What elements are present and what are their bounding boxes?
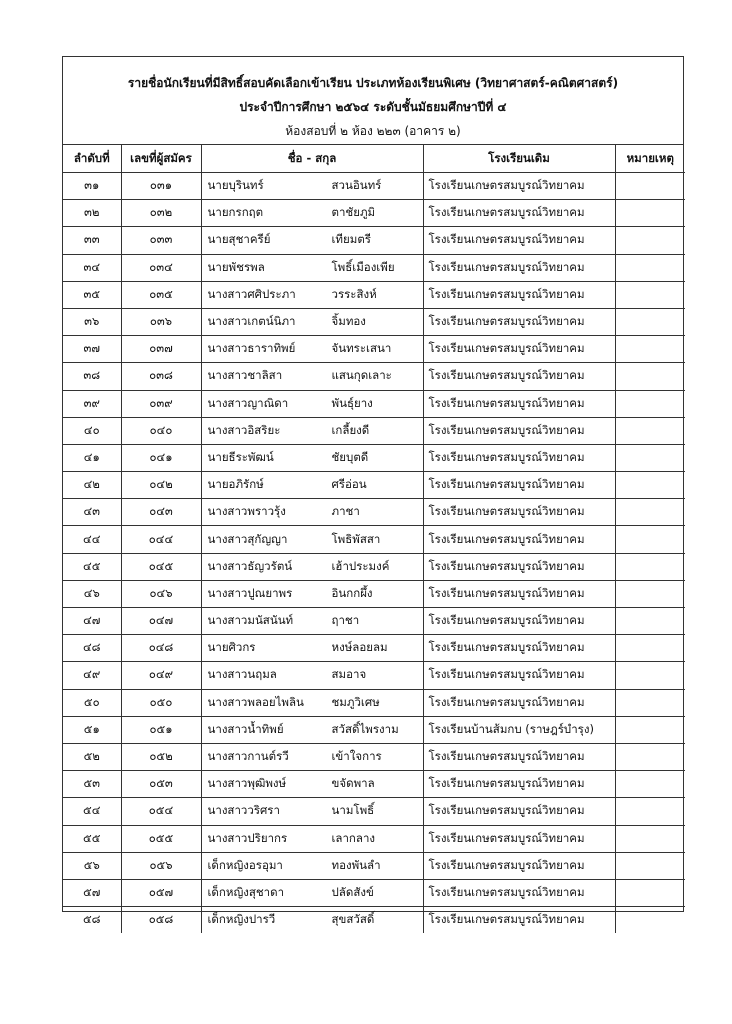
row-last-name: เลากลาง (331, 830, 376, 845)
row-order: ๔๗ (63, 608, 121, 635)
table-row (63, 825, 685, 852)
row-previous-school: โรงเรียนเกษตรสมบูรณ์วิทยาคม (423, 798, 615, 825)
row-full-name (201, 879, 423, 906)
table-row (63, 771, 685, 798)
row-first-name: นายสุชาครีย์ (207, 232, 271, 247)
row-full-name (201, 281, 423, 308)
row-order: ๔๔ (63, 526, 121, 553)
row-full-name (201, 743, 423, 770)
row-applicant-id: ๐๓๔ (121, 254, 201, 281)
row-last-name: ภาชา (331, 504, 360, 519)
row-remark (615, 281, 685, 308)
document-header (63, 57, 683, 145)
row-previous-school: โรงเรียนเกษตรสมบูรณ์วิทยาคม (423, 852, 615, 879)
row-applicant-id: ๐๔๑ (121, 444, 201, 471)
row-applicant-id: ๐๕๕ (121, 825, 201, 852)
row-first-name: นางสาวญาณิดา (207, 395, 289, 410)
table-row (63, 200, 685, 227)
row-applicant-id: ๐๕๘ (121, 907, 201, 934)
row-remark (615, 852, 685, 879)
row-order: ๓๘ (63, 363, 121, 390)
row-applicant-id: ๐๓๓ (121, 227, 201, 254)
row-remark (615, 662, 685, 689)
row-remark (615, 254, 685, 281)
row-order: ๓๕ (63, 281, 121, 308)
table-row (63, 608, 685, 635)
row-applicant-id: ๐๔๔ (121, 526, 201, 553)
row-order: ๔๐ (63, 417, 121, 444)
row-full-name (201, 716, 423, 743)
row-previous-school: โรงเรียนเกษตรสมบูรณ์วิทยาคม (423, 907, 615, 934)
row-order: ๕๕ (63, 825, 121, 852)
row-applicant-id: ๐๔๖ (121, 580, 201, 607)
row-order: ๕๔ (63, 798, 121, 825)
row-full-name (201, 798, 423, 825)
row-previous-school: โรงเรียนบ้านส้มกบ (ราษฎร์บำรุง) (423, 716, 615, 743)
row-last-name: จันทระเสนา (331, 341, 392, 356)
row-full-name (201, 390, 423, 417)
row-order: ๕๘ (63, 907, 121, 934)
row-applicant-id: ๐๕๗ (121, 879, 201, 906)
row-remark (615, 798, 685, 825)
table-row (63, 281, 685, 308)
row-remark (615, 173, 685, 200)
row-applicant-id: ๐๔๗ (121, 608, 201, 635)
column-header-school: โรงเรียนเดิม (423, 145, 615, 173)
row-order: ๔๑ (63, 444, 121, 471)
row-previous-school: โรงเรียนเกษตรสมบูรณ์วิทยาคม (423, 580, 615, 607)
table-row (63, 390, 685, 417)
row-full-name (201, 417, 423, 444)
row-first-name: นางสาวศศิประภา (207, 286, 296, 301)
row-remark (615, 444, 685, 471)
row-full-name (201, 553, 423, 580)
row-first-name: นางสาวปริยากร (207, 830, 288, 845)
row-last-name: ชมภูวิเศษ (331, 694, 380, 709)
column-header-name: ชื่อ - สกุล (201, 145, 423, 173)
row-full-name (201, 526, 423, 553)
row-order: ๓๖ (63, 308, 121, 335)
row-first-name: นายพัชรพล (207, 259, 265, 274)
row-applicant-id: ๐๓๒ (121, 200, 201, 227)
row-first-name: นางสาวสุกัญญา (207, 531, 288, 546)
table-row (63, 336, 685, 363)
row-previous-school: โรงเรียนเกษตรสมบูรณ์วิทยาคม (423, 336, 615, 363)
row-last-name: เกลี้ยงดี (331, 422, 370, 437)
row-order: ๓๗ (63, 336, 121, 363)
row-last-name: นามโพธิ์ (331, 803, 375, 818)
column-header-applicant-id: เลขที่ผู้สมัคร (121, 145, 201, 173)
table-row (63, 553, 685, 580)
table-row (63, 743, 685, 770)
row-last-name: ปลัดสังข์ (331, 884, 374, 899)
row-first-name: เด็กหญิงสุชาดา (207, 884, 285, 899)
row-applicant-id: ๐๔๓ (121, 499, 201, 526)
row-last-name: จิ้มทอง (331, 314, 366, 329)
row-applicant-id: ๐๔๙ (121, 662, 201, 689)
row-previous-school: โรงเรียนเกษตรสมบูรณ์วิทยาคม (423, 771, 615, 798)
row-first-name: นางสาวเกตน์นิภา (207, 314, 296, 329)
row-full-name (201, 227, 423, 254)
row-first-name: นางสาวพุฒิพงษ์ (207, 776, 287, 791)
row-first-name: นายธีระพัฒน์ (207, 449, 274, 464)
row-order: ๕๐ (63, 689, 121, 716)
exam-room-info: ห้องสอบที่ ๒ ห้อง ๒๒๓ (อาคาร ๒) (285, 124, 461, 138)
row-first-name: นางสาวชาลิสา (207, 368, 283, 383)
row-first-name: นายบุรินทร์ (207, 178, 264, 193)
document-title: รายชื่อนักเรียนที่มีสิทธิ์สอบคัดเลือกเข้าเรียน ประเภทห้องเรียนพิเศษ (วิทยาศาสตร์-คณิตศาสตร์) (127, 76, 619, 90)
column-header-order: ลำดับที่ (63, 145, 121, 173)
row-previous-school: โรงเรียนเกษตรสมบูรณ์วิทยาคม (423, 444, 615, 471)
row-applicant-id: ๐๓๖ (121, 308, 201, 335)
row-remark (615, 227, 685, 254)
table-row (63, 879, 685, 906)
table-row (63, 907, 685, 934)
row-order: ๔๘ (63, 635, 121, 662)
row-order: ๔๖ (63, 580, 121, 607)
row-previous-school: โรงเรียนเกษตรสมบูรณ์วิทยาคม (423, 390, 615, 417)
row-full-name (201, 580, 423, 607)
row-remark (615, 499, 685, 526)
row-order: ๕๑ (63, 716, 121, 743)
row-last-name: แสนกุดเลาะ (331, 368, 392, 383)
row-full-name (201, 444, 423, 471)
table-row (63, 716, 685, 743)
row-previous-school: โรงเรียนเกษตรสมบูรณ์วิทยาคม (423, 825, 615, 852)
row-previous-school: โรงเรียนเกษตรสมบูรณ์วิทยาคม (423, 173, 615, 200)
row-first-name: นางสาวธาราทิพย์ (207, 341, 296, 356)
row-last-name: ทองพันลำ (331, 857, 381, 872)
row-remark (615, 553, 685, 580)
table-row (63, 308, 685, 335)
row-applicant-id: ๐๕๑ (121, 716, 201, 743)
row-last-name: เทียมตรี (331, 232, 371, 247)
row-order: ๕๓ (63, 771, 121, 798)
row-last-name: พันธุ์ยาง (331, 395, 373, 410)
row-remark (615, 336, 685, 363)
row-previous-school: โรงเรียนเกษตรสมบูรณ์วิทยาคม (423, 472, 615, 499)
row-applicant-id: ๐๕๓ (121, 771, 201, 798)
row-remark (615, 308, 685, 335)
row-order: ๕๗ (63, 879, 121, 906)
row-applicant-id: ๐๕๖ (121, 852, 201, 879)
table-header-row (63, 145, 685, 173)
row-first-name: เด็กหญิงปารวี (207, 912, 276, 927)
row-applicant-id: ๐๔๒ (121, 472, 201, 499)
row-remark (615, 200, 685, 227)
table-row (63, 227, 685, 254)
table-row (63, 689, 685, 716)
row-first-name: นางสาวน้ำทิพย์ (207, 721, 284, 736)
row-previous-school: โรงเรียนเกษตรสมบูรณ์วิทยาคม (423, 662, 615, 689)
row-previous-school: โรงเรียนเกษตรสมบูรณ์วิทยาคม (423, 417, 615, 444)
row-full-name (201, 825, 423, 852)
row-remark (615, 635, 685, 662)
row-remark (615, 417, 685, 444)
row-full-name (201, 499, 423, 526)
row-last-name: อินกกผึ้ง (331, 585, 373, 600)
row-remark (615, 879, 685, 906)
row-applicant-id: ๐๓๘ (121, 363, 201, 390)
table-row (63, 173, 685, 200)
row-first-name: นางสาวพลอยไพลิน (207, 694, 304, 709)
table-row (63, 363, 685, 390)
row-previous-school: โรงเรียนเกษตรสมบูรณ์วิทยาคม (423, 635, 615, 662)
row-applicant-id: ๐๔๕ (121, 553, 201, 580)
table-row (63, 254, 685, 281)
row-last-name: ขจัดพาล (331, 776, 375, 791)
row-first-name: นายอภิรักษ์ (207, 477, 264, 492)
row-first-name: นางสาวพราวรุ้ง (207, 504, 286, 519)
table-row (63, 580, 685, 607)
row-remark (615, 716, 685, 743)
candidate-table (63, 145, 685, 933)
row-previous-school: โรงเรียนเกษตรสมบูรณ์วิทยาคม (423, 608, 615, 635)
row-full-name (201, 662, 423, 689)
row-last-name: โพธิ์เมืองเพีย (331, 259, 395, 274)
row-remark (615, 907, 685, 934)
row-applicant-id: ๐๓๗ (121, 336, 201, 363)
row-first-name: นางสาวธัญวรัตน์ (207, 558, 293, 573)
row-order: ๓๒ (63, 200, 121, 227)
row-last-name: ศรีอ่อน (331, 477, 367, 492)
row-applicant-id: ๐๓๙ (121, 390, 201, 417)
row-previous-school: โรงเรียนเกษตรสมบูรณ์วิทยาคม (423, 743, 615, 770)
row-first-name: เด็กหญิงอรอุมา (207, 857, 283, 872)
row-first-name: นางสาวนฤมล (207, 667, 277, 682)
row-last-name: ฤาชา (331, 613, 360, 628)
table-row (63, 662, 685, 689)
row-last-name: สวัสดิ์ไพรงาม (331, 721, 399, 736)
row-first-name: นางสาววริศรา (207, 803, 280, 818)
row-last-name: สุขสวัสดิ์ (331, 912, 375, 927)
row-remark (615, 526, 685, 553)
row-first-name: นางสาวอิสริยะ (207, 422, 281, 437)
row-full-name (201, 771, 423, 798)
row-applicant-id: ๐๕๒ (121, 743, 201, 770)
row-previous-school: โรงเรียนเกษตรสมบูรณ์วิทยาคม (423, 553, 615, 580)
table-row (63, 852, 685, 879)
document-subtitle: ประจำปีการศึกษา ๒๕๖๔ ระดับชั้นมัธยมศึกษาปีที่ ๔ (239, 100, 507, 114)
row-last-name: หงษ์ลอยลม (331, 640, 388, 655)
row-order: ๓๙ (63, 390, 121, 417)
row-applicant-id: ๐๓๑ (121, 173, 201, 200)
row-previous-school: โรงเรียนเกษตรสมบูรณ์วิทยาคม (423, 526, 615, 553)
row-last-name: เข้าใจการ (331, 749, 382, 764)
row-order: ๔๓ (63, 499, 121, 526)
row-remark (615, 472, 685, 499)
row-order: ๓๑ (63, 173, 121, 200)
row-order: ๓๓ (63, 227, 121, 254)
row-full-name (201, 336, 423, 363)
row-previous-school: โรงเรียนเกษตรสมบูรณ์วิทยาคม (423, 879, 615, 906)
row-previous-school: โรงเรียนเกษตรสมบูรณ์วิทยาคม (423, 227, 615, 254)
row-full-name (201, 689, 423, 716)
row-order: ๕๒ (63, 743, 121, 770)
table-row (63, 444, 685, 471)
row-previous-school: โรงเรียนเกษตรสมบูรณ์วิทยาคม (423, 499, 615, 526)
row-full-name (201, 472, 423, 499)
row-applicant-id: ๐๕๐ (121, 689, 201, 716)
row-order: ๔๒ (63, 472, 121, 499)
row-full-name (201, 363, 423, 390)
table-body (63, 173, 685, 934)
table-row (63, 499, 685, 526)
row-applicant-id: ๐๓๕ (121, 281, 201, 308)
row-applicant-id: ๐๔๘ (121, 635, 201, 662)
row-order: ๔๕ (63, 553, 121, 580)
row-previous-school: โรงเรียนเกษตรสมบูรณ์วิทยาคม (423, 363, 615, 390)
table-row (63, 417, 685, 444)
row-full-name (201, 200, 423, 227)
row-full-name (201, 907, 423, 934)
row-last-name: ชัยบุตดี (331, 449, 369, 464)
row-first-name: นางสาวปูณยาพร (207, 585, 293, 600)
row-last-name: เฮ้าประมงค์ (331, 558, 390, 573)
row-remark (615, 363, 685, 390)
row-last-name: สวนอินทร์ (331, 178, 382, 193)
table-row (63, 526, 685, 553)
row-full-name (201, 608, 423, 635)
row-remark (615, 743, 685, 770)
table-row (63, 798, 685, 825)
row-remark (615, 390, 685, 417)
row-remark (615, 825, 685, 852)
row-first-name: นางสาวกานต์รวี (207, 749, 289, 764)
row-first-name: นางสาวมนัสนันท์ (207, 613, 294, 628)
row-order: ๕๖ (63, 852, 121, 879)
row-order: ๔๙ (63, 662, 121, 689)
row-applicant-id: ๐๕๔ (121, 798, 201, 825)
row-remark (615, 771, 685, 798)
row-previous-school: โรงเรียนเกษตรสมบูรณ์วิทยาคม (423, 254, 615, 281)
candidate-list-sheet (62, 56, 684, 927)
row-previous-school: โรงเรียนเกษตรสมบูรณ์วิทยาคม (423, 200, 615, 227)
row-first-name: นายศิวกร (207, 640, 256, 655)
table-row (63, 635, 685, 662)
row-previous-school: โรงเรียนเกษตรสมบูรณ์วิทยาคม (423, 689, 615, 716)
row-full-name (201, 173, 423, 200)
row-last-name: โพธิพัสสา (331, 531, 381, 546)
row-previous-school: โรงเรียนเกษตรสมบูรณ์วิทยาคม (423, 281, 615, 308)
row-last-name: วรระสิงห์ (331, 286, 377, 301)
row-full-name (201, 635, 423, 662)
row-remark (615, 580, 685, 607)
row-remark (615, 608, 685, 635)
column-header-remark: หมายเหตุ (615, 145, 685, 173)
row-applicant-id: ๐๔๐ (121, 417, 201, 444)
row-first-name: นายกรกฤต (207, 205, 264, 220)
row-previous-school: โรงเรียนเกษตรสมบูรณ์วิทยาคม (423, 308, 615, 335)
row-order: ๓๔ (63, 254, 121, 281)
row-full-name (201, 308, 423, 335)
row-last-name: สมอาจ (331, 667, 367, 682)
row-full-name (201, 254, 423, 281)
row-last-name: ตาชัยภูมิ (331, 205, 376, 220)
row-remark (615, 689, 685, 716)
row-full-name (201, 852, 423, 879)
table-row (63, 472, 685, 499)
